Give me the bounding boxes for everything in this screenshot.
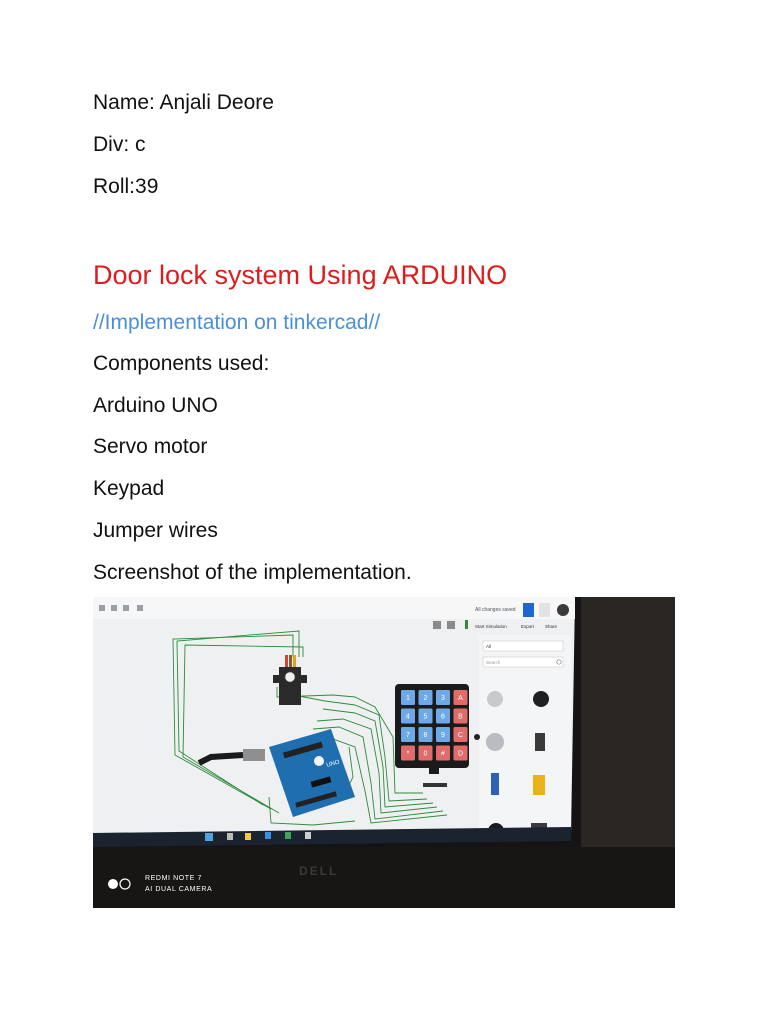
implementation-photo	[93, 597, 675, 908]
user-avatar[interactable]	[557, 604, 569, 616]
vibration-motor-thumbnail[interactable]	[533, 691, 549, 707]
keypad-key-label: 6	[441, 713, 445, 721]
notes-icon	[433, 621, 441, 629]
keypad-key-label: 7	[406, 732, 410, 739]
keypad-key-label: D	[457, 750, 464, 758]
keypad-key-label: 3	[441, 695, 445, 702]
play-icon	[465, 620, 468, 629]
components-button[interactable]	[539, 603, 550, 617]
store-icon[interactable]	[305, 832, 311, 839]
camera-watermark-camera: AI DUAL CAMERA	[145, 886, 213, 893]
components-dropdown-value: All	[486, 644, 492, 649]
collapse-panel-icon[interactable]	[474, 734, 480, 740]
document-title: Door lock system Using ARDUINO	[93, 260, 508, 290]
export-button[interactable]: Export	[521, 624, 535, 629]
undo-icon	[99, 605, 105, 611]
keypad-key-label: B	[458, 713, 463, 721]
dc-motor-thumbnail[interactable]	[487, 691, 503, 707]
student-name: Name: Anjali Deore	[93, 91, 274, 114]
chrome-icon[interactable]	[285, 832, 291, 839]
camera-watermark-model: REDMI NOTE 7	[145, 875, 202, 882]
hobby-gearmotor-thumbnail[interactable]	[533, 775, 545, 795]
start-simulation-button[interactable]: Start Simulation	[475, 624, 507, 629]
keypad-key-label: A	[458, 695, 463, 702]
keypad-key-label: *	[406, 750, 410, 758]
document-subtitle: //Implementation on tinkercad//	[93, 311, 381, 334]
component-item-wires: Jumper wires	[93, 519, 218, 542]
dc-motor-encoder-thumbnail[interactable]	[486, 733, 504, 751]
student-division: Div: c	[93, 133, 146, 156]
redo-icon	[111, 605, 117, 611]
student-roll: Roll:39	[93, 175, 159, 198]
arduino-logo-icon	[314, 756, 324, 766]
screenshot-caption: Screenshot of the implementation.	[93, 561, 412, 584]
keypad-key-label: 4	[406, 713, 410, 721]
keypad-key-label: C	[457, 732, 464, 739]
keypad-key-label: 5	[423, 713, 428, 721]
keypad-key-label: 0	[423, 750, 428, 758]
keypad-key-label: 1	[406, 695, 410, 702]
share-button[interactable]: Share	[545, 624, 558, 629]
component-item-servo: Servo motor	[93, 435, 208, 458]
components-heading: Components used:	[93, 352, 270, 375]
components-dropdown[interactable]	[483, 641, 563, 651]
component-item-arduino: Arduino UNO	[93, 394, 218, 417]
laptop-brand-logo: DELL	[299, 864, 339, 878]
windows-start-icon[interactable]	[205, 833, 213, 841]
micro-servo-thumbnail[interactable]	[535, 733, 545, 751]
keypad-key-label: 8	[423, 732, 428, 739]
file-explorer-icon[interactable]	[245, 833, 251, 840]
rotate-icon	[137, 605, 143, 611]
code-button[interactable]	[523, 603, 534, 617]
delete-icon	[123, 605, 129, 611]
servo-tower-thumbnail[interactable]	[491, 773, 499, 795]
components-search-placeholder: Search	[486, 660, 501, 665]
keypad-key-label: 9	[441, 732, 445, 739]
keypad-key-label: #	[441, 750, 445, 758]
save-status: All changes saved	[475, 607, 516, 613]
code-icon	[447, 621, 455, 629]
edge-icon[interactable]	[265, 832, 271, 839]
watermark-dot-left	[108, 879, 118, 889]
component-item-keypad: Keypad	[93, 477, 165, 500]
keypad-key-label: 2	[423, 695, 428, 702]
taskbar-search-icon[interactable]	[227, 833, 233, 840]
arduino-board-label: UNO	[325, 759, 341, 769]
